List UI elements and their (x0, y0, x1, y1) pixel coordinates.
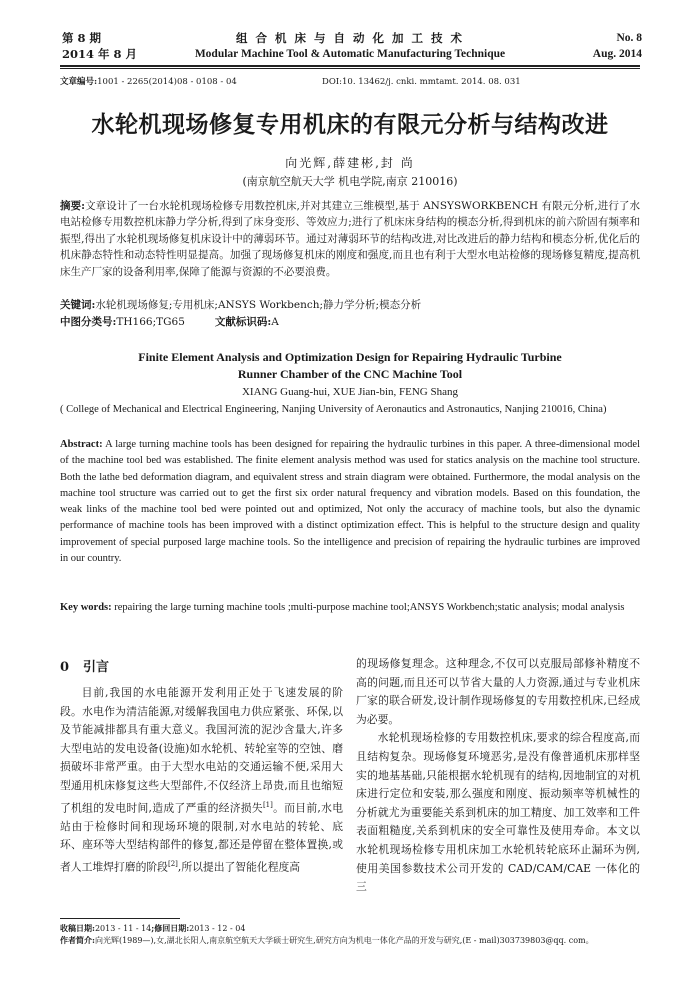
article-number (60, 76, 237, 88)
header-right (593, 30, 642, 62)
intro-paragraph-1 (60, 684, 343, 877)
left-column (60, 684, 343, 877)
revised-date: 2013 - 12 - 04 (189, 924, 246, 933)
date-cn: 2014 年 8 月 (62, 47, 138, 61)
abstract-cn-label: 摘要: (60, 200, 86, 212)
affiliation-cn: (南京航空航天大学 机电学院,南京 210016) (242, 175, 458, 188)
title-en (0, 349, 700, 383)
abstract-en-text: A large turning machine tools has been designed for repairing the hydraulic turbines in this paper. A three-dimensional model of the machine tool bed was established. The finite element analysis method was used for statics analysis on the machine tool structure. Both the lathe bed deformation diagram, and equivalent stress and strain diagram were obtained. Furthermore, the modal analysis on the machine tool structure was carried out to get the first six order natural frequency and vibration models. Based on this foundation, the weak links of the machine tool bed were pointed out and optimized, Not only the accuracy of machine tools, but also the dynamic performance of machine tools has been improved with a distinct optimization effect. This is helpful to the structure design and quality improvement of special purposed large machine tools. So the intelligence and precision of repairing the hydraulic turbines are improved in our country. (60, 439, 640, 565)
abstract-cn (60, 198, 640, 280)
author-bio-text: 向光辉(1989—),女,湖北长阳人,南京航空航天大学硕士研究生,研究方向为机电一体化产品的开发与研究,(E - mail)303739803@qq. com。 (94, 936, 594, 945)
section-number: 0 (60, 660, 70, 675)
title-en-line1: Finite Element Analysis and Optimization Design for Repairing Hydraulic Turbine (138, 350, 562, 364)
doc-code-label: 文献标识码: (214, 316, 272, 328)
article-number-value: 1001 - 2265(2014)08 - 0108 - 04 (97, 77, 237, 87)
affiliation-en: ( College of Mechanical and Electrical Engineering, Nanjing University of Aeronautics and Astronautics, Nanjing 210016, China) (60, 404, 607, 415)
journal-name-cn: 组 合 机 床 与 自 动 化 加 工 技 术 (235, 31, 465, 45)
article-number-label: 文章编号: (60, 77, 98, 87)
authors-cn: 向光辉,薛建彬,封 尚 (285, 156, 415, 170)
footnote-rule (60, 918, 180, 919)
clc-value: TH166;TG65 (116, 316, 185, 328)
received-date: 2013 - 11 - 14 (94, 924, 152, 933)
keywords-cn (60, 297, 640, 313)
citation-2: [2] (167, 859, 178, 868)
issue-en: No. 8 (616, 32, 642, 44)
received-label: 收稿日期: (60, 923, 95, 933)
doc-code-value: A (271, 316, 279, 328)
section-title: 引言 (83, 660, 110, 675)
abstract-en (60, 437, 640, 567)
intro-paragraph-continued: 的现场修复理念。这种理念,不仅可以克服局部修补精度不高的问题,而且还可以节省大量的人力资源,通过与专业机床厂家的联合研发,设计制作现场修复的专用数控机床,已经成为必要。 (356, 657, 640, 726)
keywords-en-text: repairing the large turning machine tools ;multi-purpose machine tool;ANSYS Workbench;static analysis; modal analysis (111, 602, 625, 613)
keywords-en-label: Key words: (60, 602, 112, 613)
intro-text-c: ,所以提出了智能化程度高 (177, 860, 301, 874)
classification-cn (60, 314, 640, 330)
intro-text-b: 。而目前,水电站由于检修时间和现场环境的限制,对水电站的转轮、底环、座环等大型结构部件的修复,都还是停留在整体置换,或者人工堆焊打磨的阶段 (60, 801, 343, 874)
header-rule-thin (60, 68, 640, 69)
keywords-cn-label: 关键词: (60, 299, 96, 311)
date-en: Aug. 2014 (592, 48, 642, 60)
author-bio-label: 作者简介: (60, 935, 95, 945)
revised-label: ;修回日期: (151, 923, 190, 933)
intro-paragraph-2: 水轮机现场检修的专用数控机床,要求的综合程度高,而且结构复杂。现场修复环境恶劣,是没有像普通机床那样坚实的地基基础,只能根据水轮机现有的结构,因地制宜的对机床进行定位和安装,那么强度和刚度、振动频率等机械性的分析就尤为重要能关系到机床的加工精度、加工效率和工件表面粗糙度,关系到机床的安全可靠性及使用寿命。本文以水轮机现场检修专用机床加工水轮机转轮底环止漏环为例,使用美国参数技术公司开发的 CAD/CAM/CAE 一体化的三 (356, 731, 640, 894)
doi: DOI:10. 13462/j. cnki. mmtamt. 2014. 08. 031 (322, 77, 521, 87)
clc-label: 中图分类号: (60, 316, 117, 328)
citation-1: [1] (262, 800, 273, 809)
title-en-line2: Runner Chamber of the CNC Machine Tool (237, 367, 463, 381)
abstract-cn-text: 文章设计了一台水轮机现场检修专用数控机床,并对其建立三维模型,基于 ANSYSWORKBENCH 有限元分析,进行了水电站检修专用数控机床静力学分析,得到了床身变形、等效应力;进行了机床床身结构的模态分析,得到机床的前六阶固有频率和振型,得出了水轮机现场修复机床设计中的薄弱环节。通过对薄弱环节的结构改进,对比改进后的静力结构和模态分析,优化后的机床静态特性和动态特性明显提高。加强了现场修复机床的刚度和强度,而且也有利于大型水电站检修的现场修复精度,提高机床生产厂家的设备利用率,保障了能源与资源的不必要浪费。 (60, 200, 640, 278)
title-cn: 水轮机现场修复专用机床的有限元分析与结构改进 (91, 111, 609, 138)
keywords-en (60, 600, 640, 616)
keywords-cn-text: 水轮机现场修复;专用机床;ANSYS Workbench;静力学分析;模态分析 (95, 299, 422, 311)
abstract-en-label: Abstract: (60, 439, 103, 450)
right-column (356, 655, 640, 897)
footnote-author (60, 934, 640, 947)
header-rule-thick (60, 65, 640, 67)
intro-text-a: 目前,我国的水电能源开发利用正处于飞速发展的阶段。水电作为清洁能源,对缓解我国电力供应紧张、环保,以及节能减排都具有重大意义。我国河流的泥沙含量大,许多大型电站的发电设备(设施)如水轮机、转轮室等的空蚀、磨损破坏非常严重。由于大型水电站的交通运输不便,采用大型通用机床修复这些大型部件,不仅经济上昂贵,而且也缩短了机组的发电时间,造成了严重的经济损失 (60, 686, 343, 815)
journal-name-en: Modular Machine Tool & Automatic Manufacturing Technique (194, 48, 506, 60)
authors-en: XIANG Guang-hui, XUE Jian-bin, FENG Shang (241, 386, 458, 398)
issue-cn: 第 8 期 (62, 31, 102, 45)
section-heading (60, 659, 109, 677)
